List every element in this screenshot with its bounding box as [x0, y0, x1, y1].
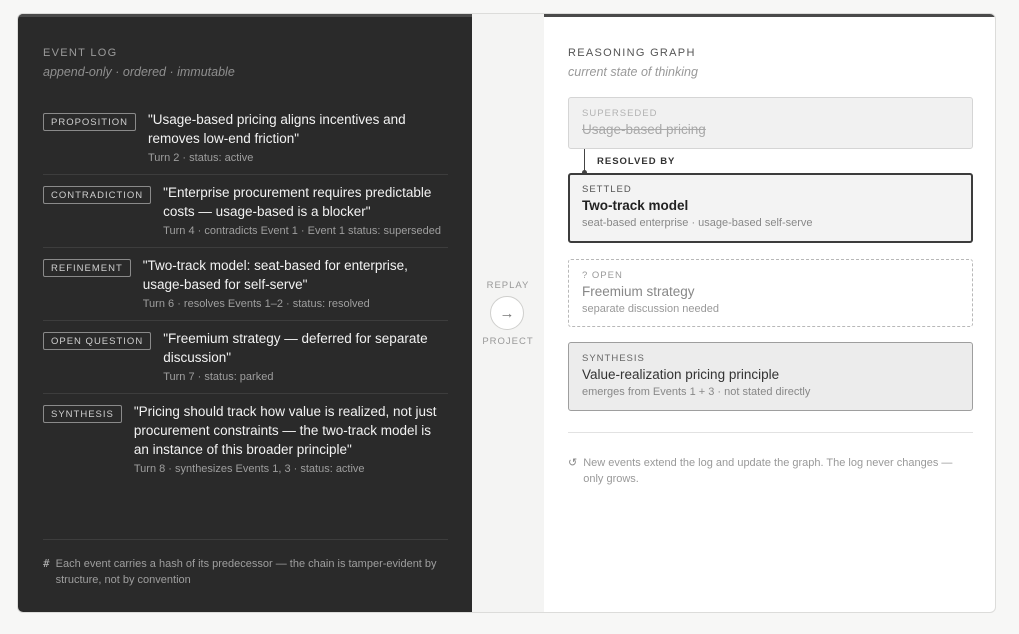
event-log-footnote	[43, 539, 448, 588]
node-settled	[568, 173, 973, 243]
edge-label: RESOLVED BY	[597, 156, 676, 167]
node-label: SYNTHESIS	[582, 353, 645, 364]
event-text: "Freemium strategy — deferred for separate discussion"	[163, 331, 428, 365]
event-log-title: EVENT LOG	[43, 47, 118, 59]
event-badge: CONTRADICTION	[43, 186, 151, 204]
node-superseded	[568, 97, 973, 149]
footnote-text: Each event carries a hash of its predecessor — the chain is tamper-evident by structure, not by convention	[55, 558, 437, 586]
event-refinement	[43, 248, 448, 321]
event-text: "Two-track model: seat-based for enterprise, usage-based for self-serve"	[142, 258, 408, 292]
event-meta: Turn 2 · status: active	[147, 152, 254, 164]
reasoning-graph-panel	[544, 14, 995, 612]
node-title: Value-realization pricing principle	[582, 367, 780, 382]
event-meta: Turn 6 · resolves Events 1–2 · status: resolved	[142, 298, 370, 310]
reasoning-graph-title: REASONING GRAPH	[568, 47, 696, 59]
event-meta: Turn 8 · synthesizes Events 1, 3 · status: active	[133, 463, 365, 475]
event-badge: OPEN QUESTION	[43, 332, 151, 350]
graph-note	[568, 455, 973, 487]
node-label: ? OPEN	[582, 270, 623, 281]
replay-label: REPLAY	[486, 280, 530, 291]
event-contradiction	[43, 175, 448, 248]
event-list	[43, 102, 448, 485]
node-label: SETTLED	[582, 184, 632, 195]
event-log-panel	[18, 14, 472, 612]
event-badge: REFINEMENT	[43, 259, 131, 277]
node-desc: emerges from Events 1 + 3 · not stated directly	[582, 386, 811, 398]
node-label: SUPERSEDED	[582, 108, 658, 119]
node-title: Usage-based pricing	[582, 122, 706, 137]
event-text: "Pricing should track how value is realized, not just procurement constraints — the two-track model is an instance of this broader principle"	[133, 404, 437, 457]
node-synthesis	[568, 342, 973, 411]
node-title: Two-track model	[582, 198, 689, 213]
replay-button[interactable]	[490, 296, 524, 330]
event-open-question	[43, 321, 448, 394]
node-title: Freemium strategy	[582, 284, 695, 299]
event-text: "Enterprise procurement requires predictable costs — usage-based is a blocker"	[163, 185, 432, 219]
graph-divider	[568, 432, 973, 433]
event-log-subtitle: append-only · ordered · immutable	[43, 65, 235, 79]
arrow-right-icon: →	[499, 304, 515, 322]
event-text: "Usage-based pricing aligns incentives and removes low-end friction"	[147, 112, 406, 146]
event-synthesis	[43, 394, 448, 485]
graph-note-text: New events extend the log and update the graph. The log never changes — only grows.	[583, 457, 953, 485]
reasoning-graph-subtitle: current state of thinking	[568, 65, 698, 79]
event-badge: PROPOSITION	[43, 113, 136, 131]
node-desc: seat-based enterprise · usage-based self-serve	[582, 217, 813, 229]
event-meta: Turn 7 · status: parked	[163, 371, 274, 383]
event-proposition	[43, 102, 448, 175]
hash-icon: #	[43, 557, 50, 570]
diagram-frame	[17, 13, 996, 613]
event-meta: Turn 4 · contradicts Event 1 · Event 1 status: superseded	[163, 225, 441, 237]
node-desc: separate discussion needed	[582, 303, 719, 315]
node-open	[568, 259, 973, 327]
replay-column	[472, 14, 544, 612]
event-badge: SYNTHESIS	[43, 405, 122, 423]
refresh-icon: ↺	[568, 457, 578, 469]
project-label: PROJECT	[482, 336, 534, 347]
